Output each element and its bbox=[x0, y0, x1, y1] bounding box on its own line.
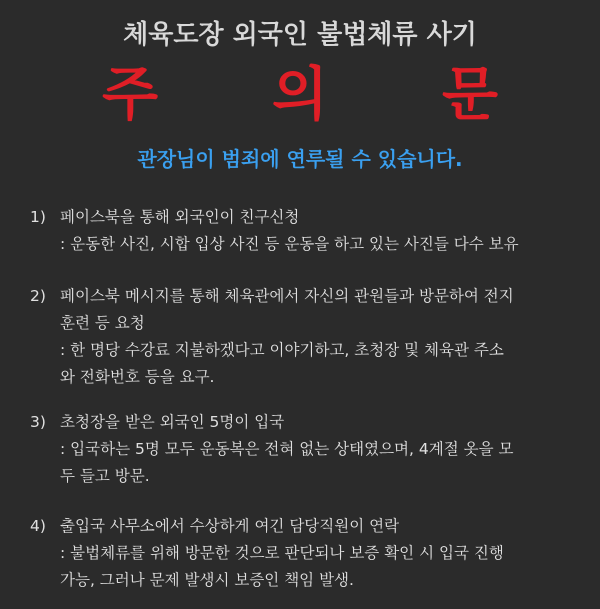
item-number: 1) bbox=[30, 208, 46, 226]
item-detail: : 불법체류를 위해 방문한 것으로 판단되나 보증 확인 시 입국 진행 bbox=[60, 544, 504, 562]
warning-char-3: 문 bbox=[441, 60, 499, 128]
notice-header-title: 체육도장 외국인 불법체류 사기 bbox=[123, 20, 477, 50]
item-headline: 페이스북 메시지를 통해 체육관에서 자신의 관원들과 방문하여 전지 bbox=[60, 287, 514, 305]
notice-subtitle: 관장님이 범죄에 연루될 수 있습니다. bbox=[137, 147, 463, 171]
item-detail: : 한 명당 수강료 지불하겠다고 이야기하고, 초청장 및 체육관 주소 bbox=[60, 341, 504, 359]
warning-char-1: 주 bbox=[101, 60, 159, 128]
item-number: 2) bbox=[30, 287, 46, 305]
item-headline: 훈련 등 요청 bbox=[60, 314, 145, 332]
warning-title bbox=[0, 62, 600, 126]
list-item bbox=[30, 204, 600, 258]
list-item bbox=[30, 513, 600, 594]
item-detail: : 운동한 사진, 시합 입상 사진 등 운동을 하고 있는 사진들 다수 보유 bbox=[60, 235, 519, 253]
list-item bbox=[30, 283, 600, 391]
item-headline: 출입국 사무소에서 수상하게 여긴 담당직원이 연락 bbox=[60, 517, 400, 535]
item-number: 3) bbox=[30, 413, 46, 431]
item-headline: 초청장을 받은 외국인 5명이 입국 bbox=[60, 413, 285, 431]
item-detail: : 입국하는 5명 모두 운동복은 전혀 없는 상태였으며, 4계절 옷을 모 bbox=[60, 440, 514, 458]
item-detail: 가능, 그러나 문제 발생시 보증인 책임 발생. bbox=[60, 571, 354, 589]
item-headline: 페이스북을 통해 외국인이 친구신청 bbox=[60, 208, 300, 226]
list-item bbox=[30, 409, 600, 490]
item-number: 4) bbox=[30, 517, 46, 535]
item-detail: 와 전화번호 등을 요구. bbox=[60, 368, 215, 386]
item-detail: 두 들고 방문. bbox=[60, 467, 150, 485]
warning-char-2: 의 bbox=[271, 60, 329, 128]
